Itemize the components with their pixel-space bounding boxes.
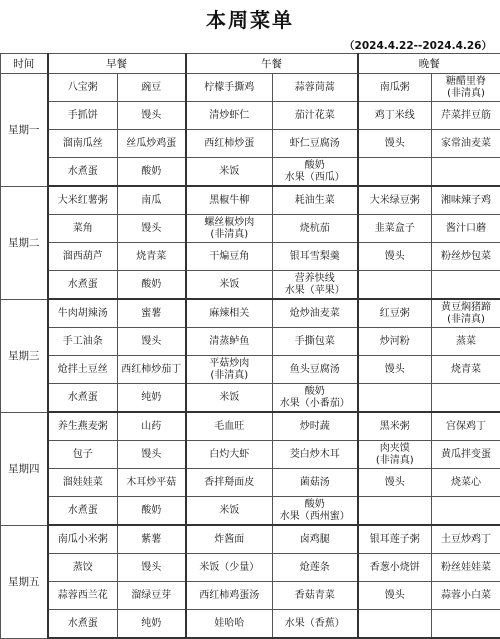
breakfast-dish: 纯奶 [118, 384, 186, 413]
breakfast-dish: 馒头 [118, 441, 186, 469]
breakfast-dish: 手工油条 [48, 328, 118, 356]
dinner-dish: 馒头 [358, 582, 432, 610]
lunch-dish: 炝炒油麦菜 [273, 299, 358, 328]
lunch-dish: 水果（香蕉） [273, 610, 358, 639]
dinner-dish [358, 158, 432, 187]
menu-row [1, 525, 500, 554]
menu-row [1, 158, 500, 187]
dinner-dish [358, 497, 432, 526]
lunch-dish: 清蒸鲈鱼 [186, 328, 273, 356]
breakfast-dish: 牛肉胡辣汤 [48, 299, 118, 328]
dinner-dish [432, 271, 500, 300]
breakfast-dish: 水煮蛋 [48, 158, 118, 187]
lunch-dish: 菌菇汤 [273, 469, 358, 497]
lunch-dish: 麻辣相关 [186, 299, 273, 328]
lunch-dish: 茭白炒木耳 [273, 441, 358, 469]
breakfast-dish: 南瓜小米粥 [48, 525, 118, 554]
breakfast-dish: 酸奶 [118, 497, 186, 526]
dinner-dish: 馒头 [358, 243, 432, 271]
lunch-dish: 手撕包菜 [273, 328, 358, 356]
breakfast-dish: 菜角 [48, 215, 118, 243]
dinner-dish: 家常油麦菜 [432, 130, 500, 158]
breakfast-dish: 酸奶 [118, 158, 186, 187]
lunch-dish: 酸奶 水果（小番茄） [273, 384, 358, 413]
dinner-dish: 红豆粥 [358, 299, 432, 328]
lunch-dish: 银耳雪梨羹 [273, 243, 358, 271]
lunch-dish: 柠檬手撕鸡 [186, 74, 273, 102]
lunch-dish: 烧杭茄 [273, 215, 358, 243]
dinner-dish: 黄瓜拌变蛋 [432, 441, 500, 469]
dinner-dish [432, 497, 500, 526]
header-time: 时间 [1, 54, 48, 74]
breakfast-dish: 蒜蓉西兰花 [48, 582, 118, 610]
dinner-dish: 芹菜拌豆筋 [432, 102, 500, 130]
lunch-dish: 卤鸡腿 [273, 525, 358, 554]
menu-row [1, 441, 500, 469]
dinner-dish: 黑米粥 [358, 412, 432, 441]
dinner-dish: 糖醋里脊 (非清真) [432, 74, 500, 102]
menu-row [1, 186, 500, 215]
menu-row [1, 582, 500, 610]
lunch-dish: 米饭 [186, 158, 273, 187]
menu-table [0, 53, 500, 639]
dinner-dish: 馒头 [358, 469, 432, 497]
menu-row [1, 469, 500, 497]
menu-row [1, 299, 500, 328]
breakfast-dish: 豌豆 [118, 74, 186, 102]
menu-row [1, 215, 500, 243]
day-label: 星期四 [1, 412, 48, 525]
dinner-dish: 土豆炒鸡丁 [432, 525, 500, 554]
day-label: 星期五 [1, 525, 48, 638]
lunch-dish: 营养快线 水果（苹果） [273, 271, 358, 300]
breakfast-dish: 紫薯 [118, 525, 186, 554]
breakfast-dish: 山药 [118, 412, 186, 441]
lunch-dish: 米饭（少量） [186, 554, 273, 582]
breakfast-dish: 馒头 [118, 102, 186, 130]
menu-row [1, 384, 500, 413]
lunch-dish: 酸奶 水果（西州蜜） [273, 497, 358, 526]
breakfast-dish: 溜南瓜丝 [48, 130, 118, 158]
header-dinner: 晚餐 [358, 54, 500, 74]
lunch-dish: 平菇炒肉 (非清真) [186, 356, 273, 384]
lunch-dish: 毛血旺 [186, 412, 273, 441]
header-breakfast: 早餐 [48, 54, 186, 74]
breakfast-dish: 馒头 [118, 328, 186, 356]
dinner-dish: 大米绿豆粥 [358, 186, 432, 215]
lunch-dish: 白灼大虾 [186, 441, 273, 469]
breakfast-dish: 纯奶 [118, 610, 186, 639]
dinner-dish [358, 271, 432, 300]
dinner-dish: 韭菜盒子 [358, 215, 432, 243]
menu-row [1, 554, 500, 582]
breakfast-dish: 馒头 [118, 215, 186, 243]
dinner-dish: 烧菜心 [432, 469, 500, 497]
menu-row [1, 497, 500, 526]
lunch-dish: 米饭 [186, 271, 273, 300]
dinner-dish: 鸡丁米线 [358, 102, 432, 130]
lunch-dish: 虾仁豆腐汤 [273, 130, 358, 158]
breakfast-dish: 烧青菜 [118, 243, 186, 271]
lunch-dish: 黑椒牛柳 [186, 186, 273, 215]
breakfast-dish: 蜜薯 [118, 299, 186, 328]
lunch-dish: 清炒虾仁 [186, 102, 273, 130]
menu-row [1, 271, 500, 300]
breakfast-dish: 水煮蛋 [48, 497, 118, 526]
breakfast-dish: 八宝粥 [48, 74, 118, 102]
breakfast-dish: 蒸饺 [48, 554, 118, 582]
dinner-dish: 肉夹馍 (非清真) [358, 441, 432, 469]
menu-row [1, 102, 500, 130]
dinner-dish: 粉丝炒包菜 [432, 243, 500, 271]
breakfast-dish: 木耳炒平菇 [118, 469, 186, 497]
breakfast-dish: 大米红薯粥 [48, 186, 118, 215]
lunch-dish: 西红柿炒蛋 [186, 130, 273, 158]
lunch-dish: 耗油生菜 [273, 186, 358, 215]
lunch-dish: 螺丝椒炒肉 (非清真) [186, 215, 273, 243]
lunch-dish: 香拌搿面皮 [186, 469, 273, 497]
lunch-dish: 炝莲条 [273, 554, 358, 582]
dinner-dish: 粉丝娃娃菜 [432, 554, 500, 582]
menu-row [1, 328, 500, 356]
dinner-dish [432, 158, 500, 187]
menu-row [1, 74, 500, 102]
lunch-dish: 米饭 [186, 384, 273, 413]
day-label: 星期三 [1, 299, 48, 412]
dinner-dish [432, 384, 500, 413]
lunch-dish: 娃哈哈 [186, 610, 273, 639]
breakfast-dish: 炝拌土豆丝 [48, 356, 118, 384]
dinner-dish: 烧青菜 [432, 356, 500, 384]
menu-row [1, 243, 500, 271]
lunch-dish: 香菇青菜 [273, 582, 358, 610]
dinner-dish: 宫保鸡丁 [432, 412, 500, 441]
dinner-dish: 馒头 [358, 130, 432, 158]
page-title: 本周菜单 [0, 4, 500, 33]
header-row [1, 54, 500, 74]
menu-body [1, 74, 500, 639]
breakfast-dish: 水煮蛋 [48, 610, 118, 639]
lunch-dish: 炸酱面 [186, 525, 273, 554]
breakfast-dish: 南瓜 [118, 186, 186, 215]
dinner-dish [358, 384, 432, 413]
breakfast-dish: 养生燕麦粥 [48, 412, 118, 441]
lunch-dish: 干煸豆角 [186, 243, 273, 271]
lunch-dish: 酸奶 水果（西瓜） [273, 158, 358, 187]
breakfast-dish: 溜娃娃菜 [48, 469, 118, 497]
dinner-dish: 香葱小烧饼 [358, 554, 432, 582]
lunch-dish: 炒时蔬 [273, 412, 358, 441]
lunch-dish: 米饭 [186, 497, 273, 526]
dinner-dish: 银耳莲子粥 [358, 525, 432, 554]
dinner-dish: 黄豆焖猪蹄 (非清真) [432, 299, 500, 328]
dinner-dish: 蒜蓉小白菜 [432, 582, 500, 610]
breakfast-dish: 西红柿炒茄丁 [118, 356, 186, 384]
menu-row [1, 412, 500, 441]
breakfast-dish: 馒头 [118, 554, 186, 582]
dinner-dish: 馒头 [358, 356, 432, 384]
menu-row [1, 610, 500, 639]
lunch-dish: 蒜蓉茼蒿 [273, 74, 358, 102]
lunch-dish: 西红柿鸡蛋汤 [186, 582, 273, 610]
dinner-dish: 蒸菜 [432, 328, 500, 356]
menu-row [1, 356, 500, 384]
breakfast-dish: 手抓饼 [48, 102, 118, 130]
breakfast-dish: 溜西葫芦 [48, 243, 118, 271]
header-lunch: 午餐 [186, 54, 358, 74]
dinner-dish: 炒河粉 [358, 328, 432, 356]
lunch-dish: 茄汁花菜 [273, 102, 358, 130]
dinner-dish [358, 610, 432, 639]
dinner-dish: 南瓜粥 [358, 74, 432, 102]
breakfast-dish: 丝瓜炒鸡蛋 [118, 130, 186, 158]
breakfast-dish: 溜绿豆芽 [118, 582, 186, 610]
breakfast-dish: 水煮蛋 [48, 271, 118, 300]
breakfast-dish: 水煮蛋 [48, 384, 118, 413]
day-label: 星期二 [1, 186, 48, 299]
dinner-dish [432, 610, 500, 639]
day-label: 星期一 [1, 74, 48, 187]
dinner-dish: 酱汁口蘑 [432, 215, 500, 243]
dinner-dish: 湘味辣子鸡 [432, 186, 500, 215]
lunch-dish: 鱼头豆腐汤 [273, 356, 358, 384]
menu-row [1, 130, 500, 158]
date-range: （2024.4.22--2024.4.26） [344, 38, 492, 53]
breakfast-dish: 包子 [48, 441, 118, 469]
breakfast-dish: 酸奶 [118, 271, 186, 300]
